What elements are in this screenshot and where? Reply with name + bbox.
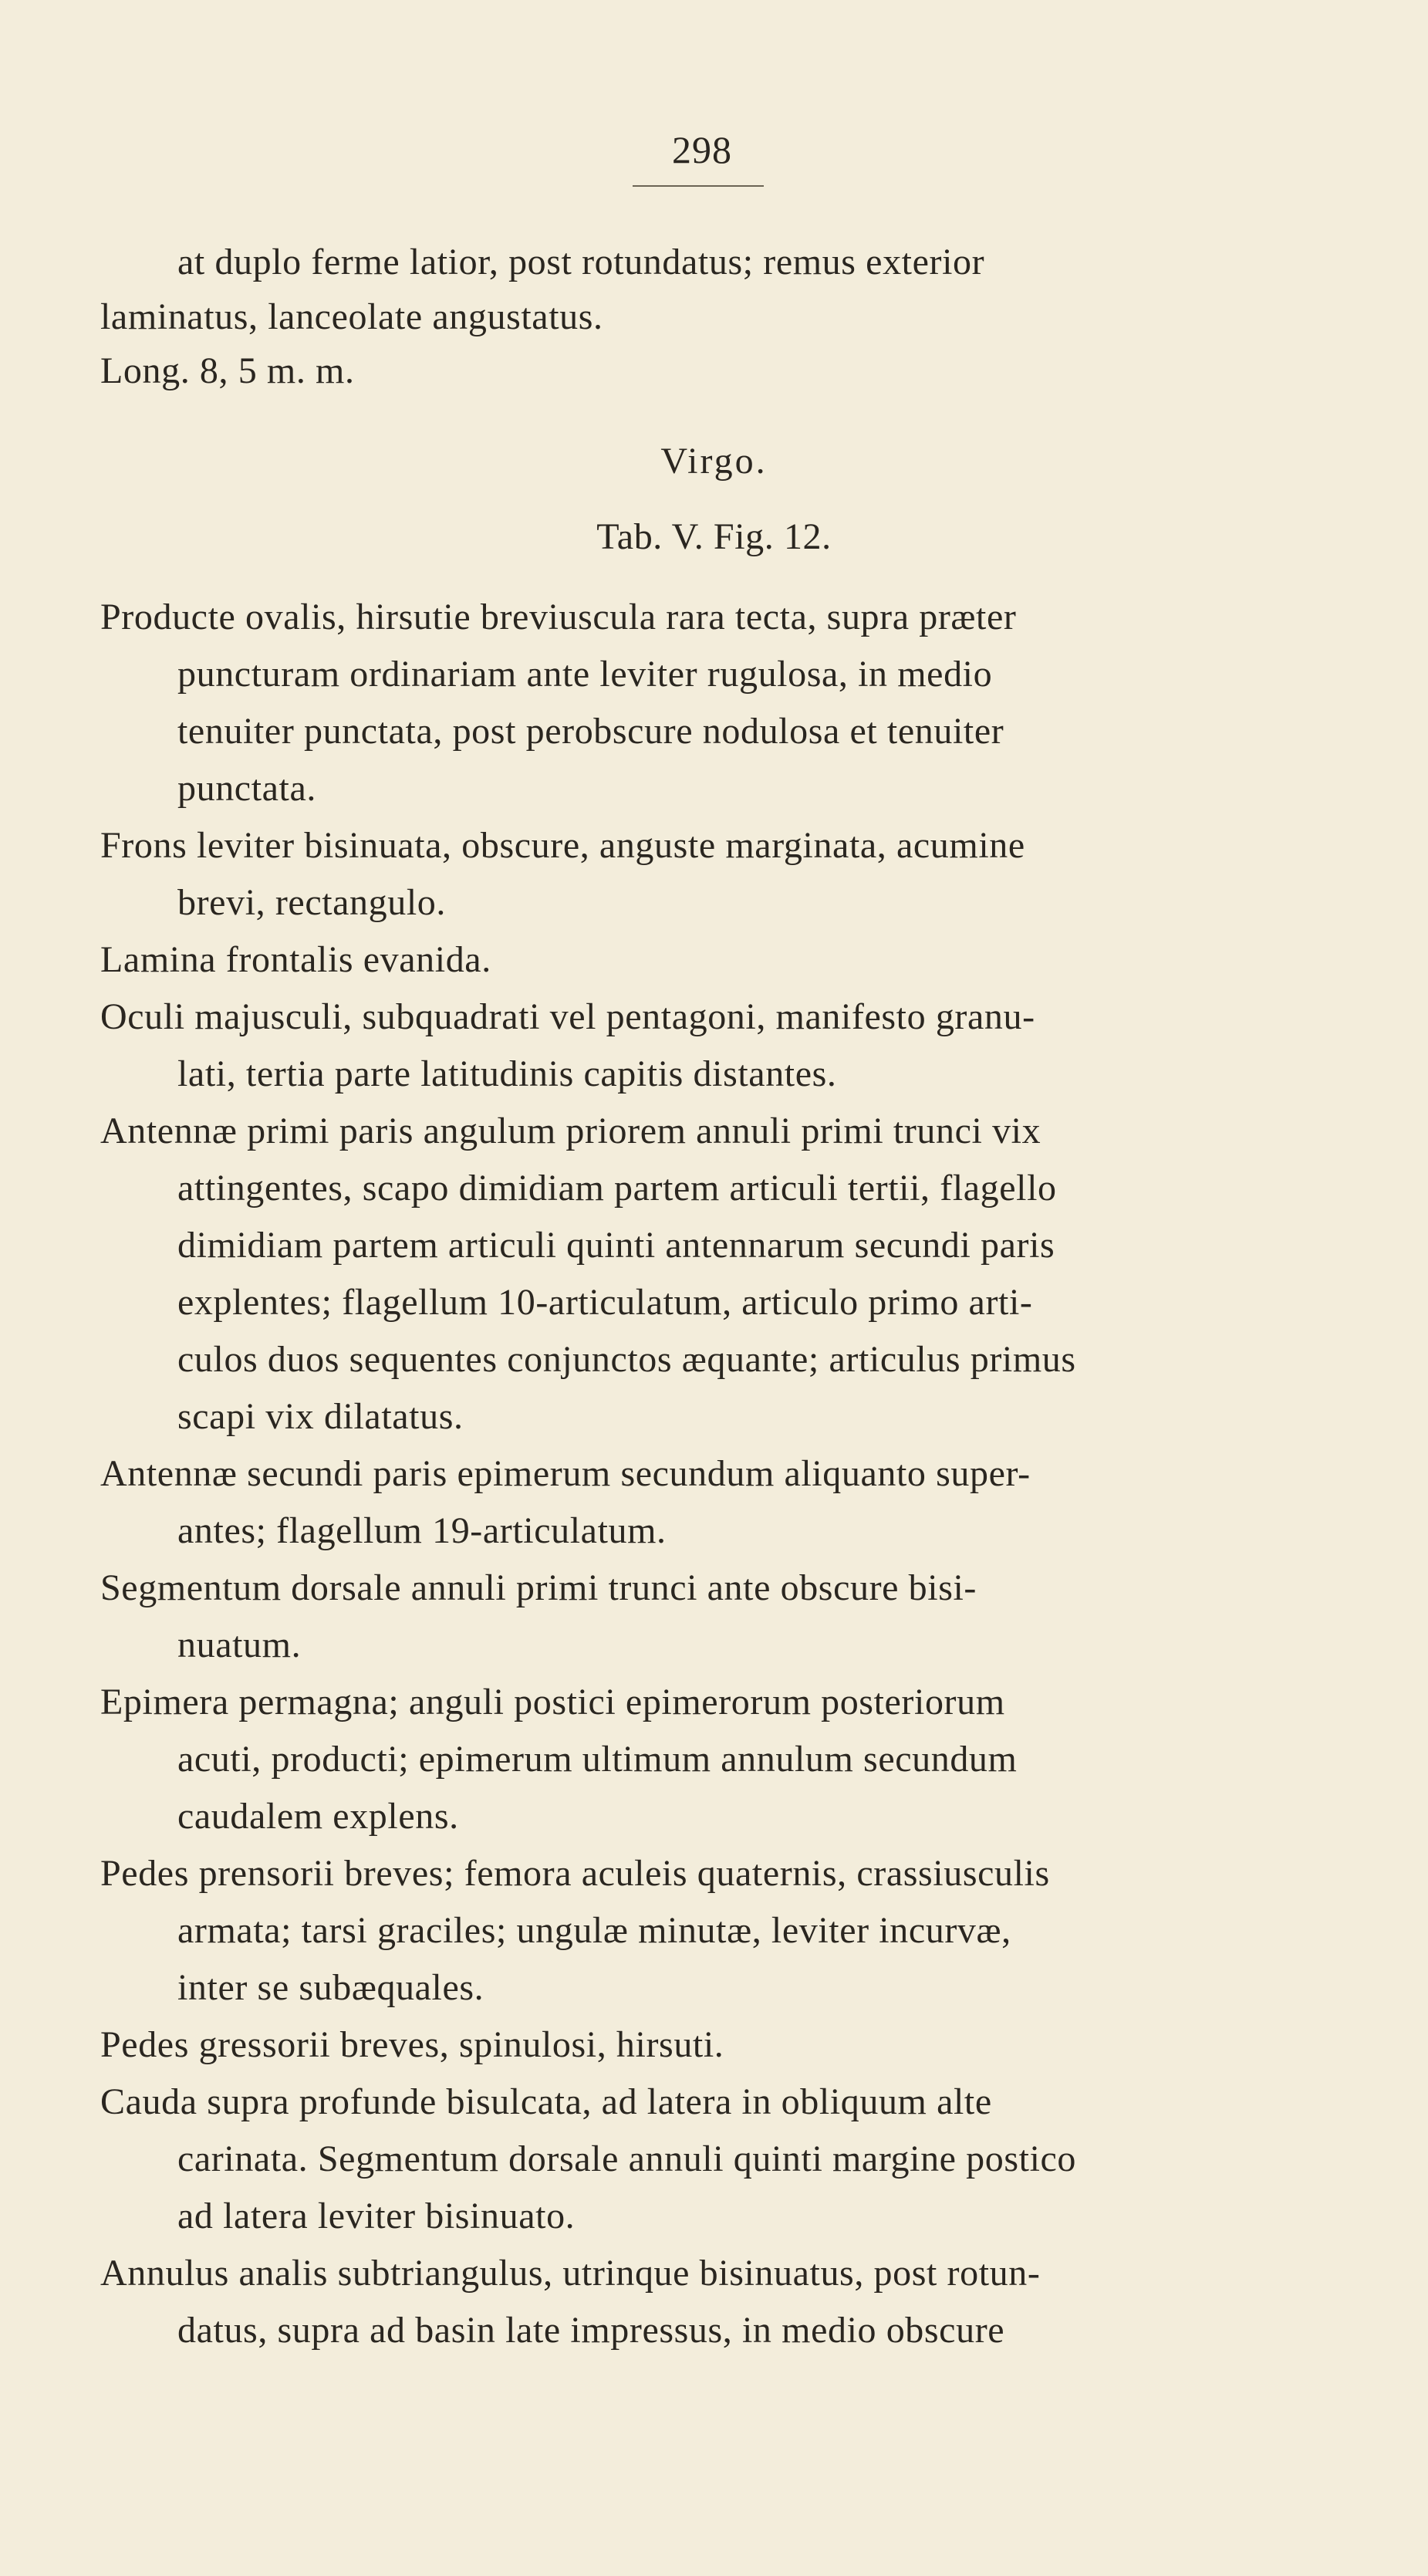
paragraph-line: brevi, rectangulo.	[177, 882, 446, 923]
paragraph-line: Epimera permagna; anguli postici epimerorum posteriorum	[100, 1682, 1005, 1722]
paragraph-line: lati, tertia parte latitudinis capitis distantes.	[177, 1053, 837, 1094]
paragraph-line: Antennæ primi paris angulum priorem annuli primi trunci vix	[100, 1111, 1041, 1151]
paragraph-line: nuatum.	[177, 1624, 302, 1665]
paragraph-line: datus, supra ad basin late impressus, in medio obscure	[177, 2310, 1005, 2351]
page-number-rule	[633, 185, 764, 187]
paragraph-line: Producte ovalis, hirsutie breviuscula rara tecta, supra præter	[100, 597, 1017, 637]
paragraph-line: Pedes gressorii breves, spinulosi, hirsuti.	[100, 2024, 724, 2065]
paragraph-line: carinata. Segmentum dorsale annuli quinti margine postico	[177, 2138, 1077, 2179]
paragraph-line: Frons leviter bisinuata, obscure, anguste marginata, acumine	[100, 825, 1025, 866]
section-title: Virgo.	[660, 441, 768, 482]
paragraph-line: tenuiter punctata, post perobscure nodulosa et tenuiter	[177, 711, 1004, 752]
paragraph-line: Cauda supra profunde bisulcata, ad latera in obliquum alte	[100, 2081, 992, 2122]
paragraph-line: Oculi majusculi, subquadrati vel pentagoni, manifesto granu-	[100, 996, 1035, 1037]
text-line: at duplo ferme latior, post rotundatus; remus exterior	[177, 242, 985, 282]
measurement-line: Long. 8, 5 m. m.	[100, 350, 355, 391]
paragraph-line: Pedes prensorii breves; femora aculeis quaternis, crassiusculis	[100, 1853, 1050, 1894]
paragraph-line: acuti, producti; epimerum ultimum annulum secundum	[177, 1739, 1018, 1780]
paragraph-line: Lamina frontalis evanida.	[100, 939, 491, 980]
paragraph-line: Segmentum dorsale annuli primi trunci ante obscure bisi-	[100, 1567, 977, 1608]
paragraph-line: dimidiam partem articuli quinti antennarum secundi paris	[177, 1225, 1055, 1266]
paragraph-line: antes; flagellum 19-articulatum.	[177, 1510, 667, 1551]
paragraph-line: scapi vix dilatatus.	[177, 1396, 464, 1437]
paragraph-line: armata; tarsi graciles; ungulæ minutæ, leviter incurvæ,	[177, 1910, 1011, 1951]
paragraph-line: ad latera leviter bisinuato.	[177, 2196, 576, 2236]
paragraph-line: punctata.	[177, 768, 316, 809]
paragraph-line: explentes; flagellum 10-articulatum, articulo primo arti-	[177, 1282, 1033, 1323]
figure-reference: Tab. V. Fig. 12.	[596, 516, 832, 557]
paragraph-line: Annulus analis subtriangulus, utrinque bisinuatus, post rotun-	[100, 2253, 1041, 2294]
paragraph-line: culos duos sequentes conjunctos æquante; articulus primus	[177, 1339, 1076, 1380]
paragraph-line: attingentes, scapo dimidiam partem articuli tertii, flagello	[177, 1168, 1057, 1209]
paragraph-line: inter se subæquales.	[177, 1967, 484, 2008]
paragraph-line: puncturam ordinariam ante leviter rugulosa, in medio	[177, 654, 993, 695]
text-line: laminatus, lanceolate angustatus.	[100, 296, 603, 337]
paragraph-line: caudalem explens.	[177, 1796, 459, 1837]
page-number: 298	[672, 128, 732, 171]
paragraph-line: Antennæ secundi paris epimerum secundum aliquanto super-	[100, 1453, 1031, 1494]
